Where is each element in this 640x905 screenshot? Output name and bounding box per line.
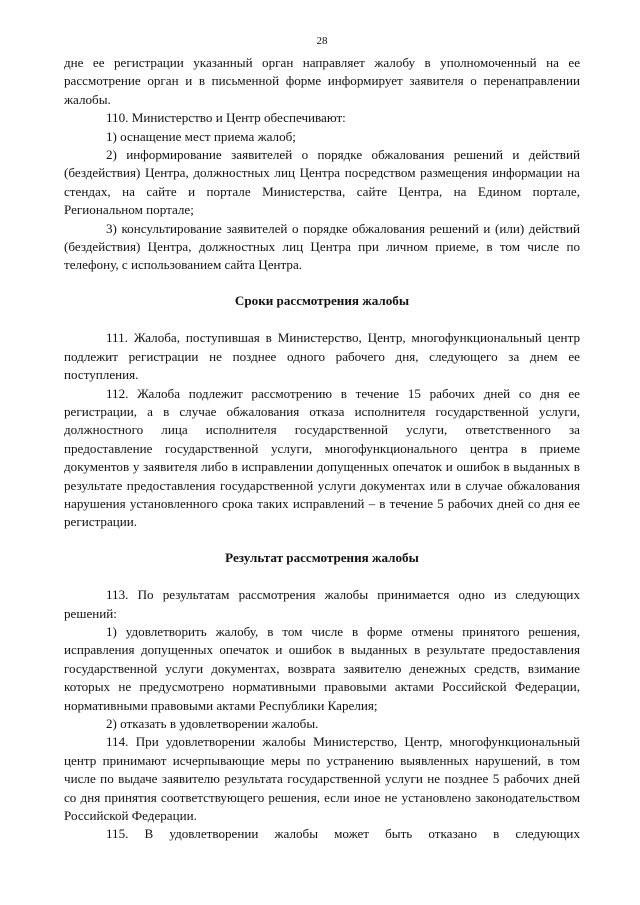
list-item-110-1: 1) оснащение мест приема жалоб;: [106, 128, 296, 144]
section-heading-result: Результат рассмотрения жалобы: [225, 549, 419, 565]
list-item-113-1: 1) удовлетворить жалобу, в том числе в форме отмены принятого решения, исправления допущенных опечаток и ошибок в выданных в результате предоставления государственной услуги документах, возврата заявителю денежных средств, взимание которых не предусмотрено нормативными правовыми актами Российской Федерации, нормативными правовыми актами Республики Карелия;: [64, 623, 580, 713]
paragraph-115: 115. В удовлетворении жалобы может быть отказано в следующих: [106, 826, 580, 842]
list-item-110-2: 2) информирование заявителей о порядке обжалования решений и действий (бездействия) Центра, должностных лиц Центра посредством размещения информации на стендах, на сайте и портале Министерства, сайте Центра, на Едином портале, Региональном портале;: [64, 147, 580, 218]
page-number: 28: [316, 35, 328, 47]
paragraph-111: 111. Жалоба, поступившая в Министерство, Центр, многофункциональный центр подлежит регистрации не позднее одного рабочего дня, следующего за днем ее поступления.: [64, 330, 580, 383]
document-page: [64, 34, 580, 844]
paragraph-110: 110. Министерство и Центр обеспечивают:: [106, 110, 346, 126]
paragraph-114: 114. При удовлетворении жалобы Министерство, Центр, многофункциональный центр принимают исчерпывающие меры по устранению выявленных нарушений, в том числе по выдаче заявителю результата государственной услуги не позднее 5 рабочих дней со дня принятия соответствующего решения, если иное не установлено законодательством Российской Федерации.: [64, 734, 580, 824]
section-heading-deadlines: Сроки рассмотрения жалобы: [234, 292, 410, 308]
paragraph-112: 112. Жалоба подлежит рассмотрению в течение 15 рабочих дней со дня ее регистрации, а в случае обжалования отказа исполнителя государственной услуги, должностного лица исполнителя государственной услуги, ответственного за предоставление государственной услуги, многофункционального центра в приеме документов у заявителя либо в исправлении допущенных опечаток и ошибок в выданных в результате предоставления государственной услуги документах или в случае обжалования нарушения установленного срока таких исправлений – в течение 5 рабочих дней со дня ее регистрации.: [64, 385, 580, 530]
paragraph-continuation: дне ее регистрации указанный орган направляет жалобу в уполномоченный на ее рассмотрение орган и в письменной форме информирует заявителя о перенаправлении жалобы.: [64, 55, 580, 107]
list-item-113-2: 2) отказать в удовлетворении жалобы.: [106, 716, 319, 731]
paragraph-113: 113. По результатам рассмотрения жалобы принимается одно из следующих решений:: [64, 587, 580, 621]
list-item-110-3: 3) консультирование заявителей о порядке обжалования решений и (или) действий (бездействия) Центра, должностных лиц Центра при личном приеме, в том числе по телефону, с использованием сайта Центра.: [64, 220, 580, 273]
